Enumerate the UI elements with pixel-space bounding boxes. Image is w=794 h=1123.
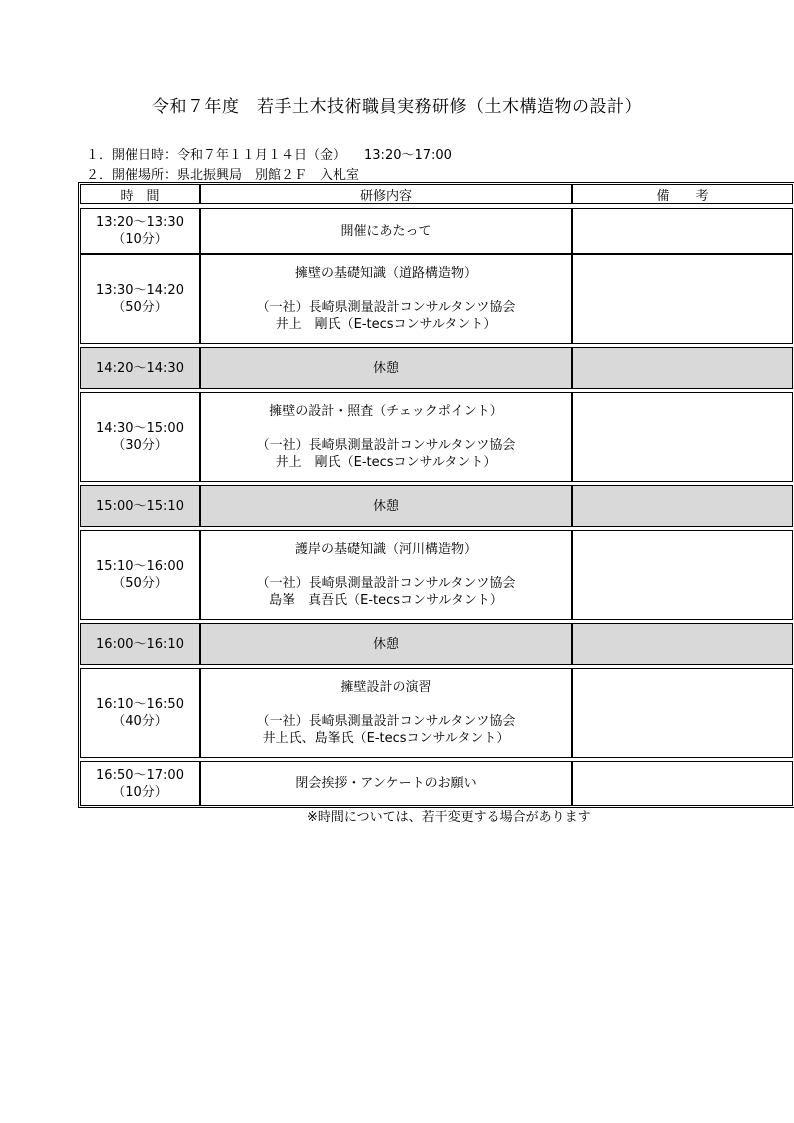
table-row bbox=[80, 208, 793, 254]
session-title: 擁壁の設計・照査（チェックポイント） bbox=[269, 404, 503, 419]
duration: （10分） bbox=[112, 232, 168, 247]
session-title: 護岸の基礎知識（河川構造物） bbox=[294, 542, 477, 557]
time-cell bbox=[80, 530, 200, 620]
content-cell bbox=[200, 623, 572, 665]
time-range: 15:00～15:10 bbox=[96, 498, 184, 514]
event-date-label: １．開催日時：令和７年１１月１４日（金） bbox=[86, 148, 347, 163]
header-time: 時 間 bbox=[80, 184, 200, 204]
table-row bbox=[80, 761, 793, 806]
content-cell bbox=[200, 761, 572, 806]
table-row-break bbox=[80, 485, 793, 527]
time-cell bbox=[80, 761, 200, 806]
time-range: 14:30～15:00 bbox=[96, 421, 184, 436]
duration: （40分） bbox=[112, 714, 168, 729]
duration: （50分） bbox=[112, 300, 168, 315]
time-cell bbox=[80, 392, 200, 482]
header-content: 研修内容 bbox=[200, 184, 572, 204]
note-cell bbox=[572, 485, 793, 527]
content-cell bbox=[200, 668, 572, 758]
event-venue-line: ２．開催場所：県北振興局 別館２Ｆ 入札室 bbox=[86, 168, 360, 183]
session-title: 休憩 bbox=[372, 636, 399, 652]
table-row-break bbox=[80, 347, 793, 389]
table-header-row bbox=[80, 184, 793, 204]
content-cell bbox=[200, 485, 572, 527]
note-cell bbox=[572, 761, 793, 806]
page-title: 令和７年度 若手土木技術職員実務研修（土木構造物の設計） bbox=[152, 97, 642, 117]
duration: （10分） bbox=[112, 784, 168, 800]
session-title: 休憩 bbox=[372, 360, 399, 376]
event-date-line bbox=[86, 144, 452, 163]
time-range: 16:50～17:00 bbox=[96, 767, 184, 783]
table-row bbox=[80, 392, 793, 482]
content-cell bbox=[200, 254, 572, 344]
session-speaker: 井上 剛氏（E-tecsコンサルタント） bbox=[275, 317, 497, 332]
session-title: 閉会挨拶・アンケートのお願い bbox=[295, 776, 477, 791]
time-range: 16:10～16:50 bbox=[96, 697, 184, 712]
session-title: 擁壁の基礎知識（道路構造物） bbox=[294, 266, 477, 281]
table-row bbox=[80, 668, 793, 758]
session-speaker: 島峯 真吾氏（E-tecsコンサルタント） bbox=[269, 593, 503, 608]
table-row bbox=[80, 254, 793, 344]
note-cell bbox=[572, 530, 793, 620]
note-cell bbox=[572, 347, 793, 389]
content-cell bbox=[200, 347, 572, 389]
session-title: 開催にあたって bbox=[340, 223, 432, 239]
footnote: ※時間については、若干変更する場合があります bbox=[307, 810, 591, 825]
session-organization: （一社）長崎県測量設計コンサルタンツ協会 bbox=[256, 300, 516, 315]
time-range: 13:30～14:20 bbox=[96, 283, 184, 298]
duration: （50分） bbox=[112, 576, 168, 591]
time-cell bbox=[80, 623, 200, 665]
note-cell bbox=[572, 208, 793, 254]
content-cell bbox=[200, 208, 572, 254]
duration: （30分） bbox=[112, 438, 168, 453]
note-cell bbox=[572, 392, 793, 482]
time-cell bbox=[80, 208, 200, 254]
session-title: 休憩 bbox=[372, 498, 399, 514]
session-organization: （一社）長崎県測量設計コンサルタンツ協会 bbox=[256, 438, 516, 453]
session-organization: （一社）長崎県測量設計コンサルタンツ協会 bbox=[256, 714, 516, 729]
time-range: 13:20～13:30 bbox=[96, 215, 184, 230]
content-cell bbox=[200, 530, 572, 620]
time-cell bbox=[80, 347, 200, 389]
session-speaker: 井上 剛氏（E-tecsコンサルタント） bbox=[275, 455, 497, 470]
table-row bbox=[80, 530, 793, 620]
session-speaker: 井上氏、島峯氏（E-tecsコンサルタント） bbox=[262, 731, 510, 746]
content-cell bbox=[200, 392, 572, 482]
note-cell bbox=[572, 254, 793, 344]
time-range: 16:00～16:10 bbox=[96, 636, 184, 652]
time-cell bbox=[80, 668, 200, 758]
note-cell bbox=[572, 668, 793, 758]
event-time-range: 13:20～17:00 bbox=[364, 148, 452, 163]
session-title: 擁壁設計の演習 bbox=[340, 680, 432, 695]
time-range: 15:10～16:00 bbox=[96, 559, 184, 574]
table-row-break bbox=[80, 623, 793, 665]
time-cell bbox=[80, 254, 200, 344]
time-cell bbox=[80, 485, 200, 527]
note-cell bbox=[572, 623, 793, 665]
header-note: 備 考 bbox=[572, 184, 793, 204]
session-organization: （一社）長崎県測量設計コンサルタンツ協会 bbox=[256, 576, 516, 591]
time-range: 14:20～14:30 bbox=[96, 360, 184, 376]
